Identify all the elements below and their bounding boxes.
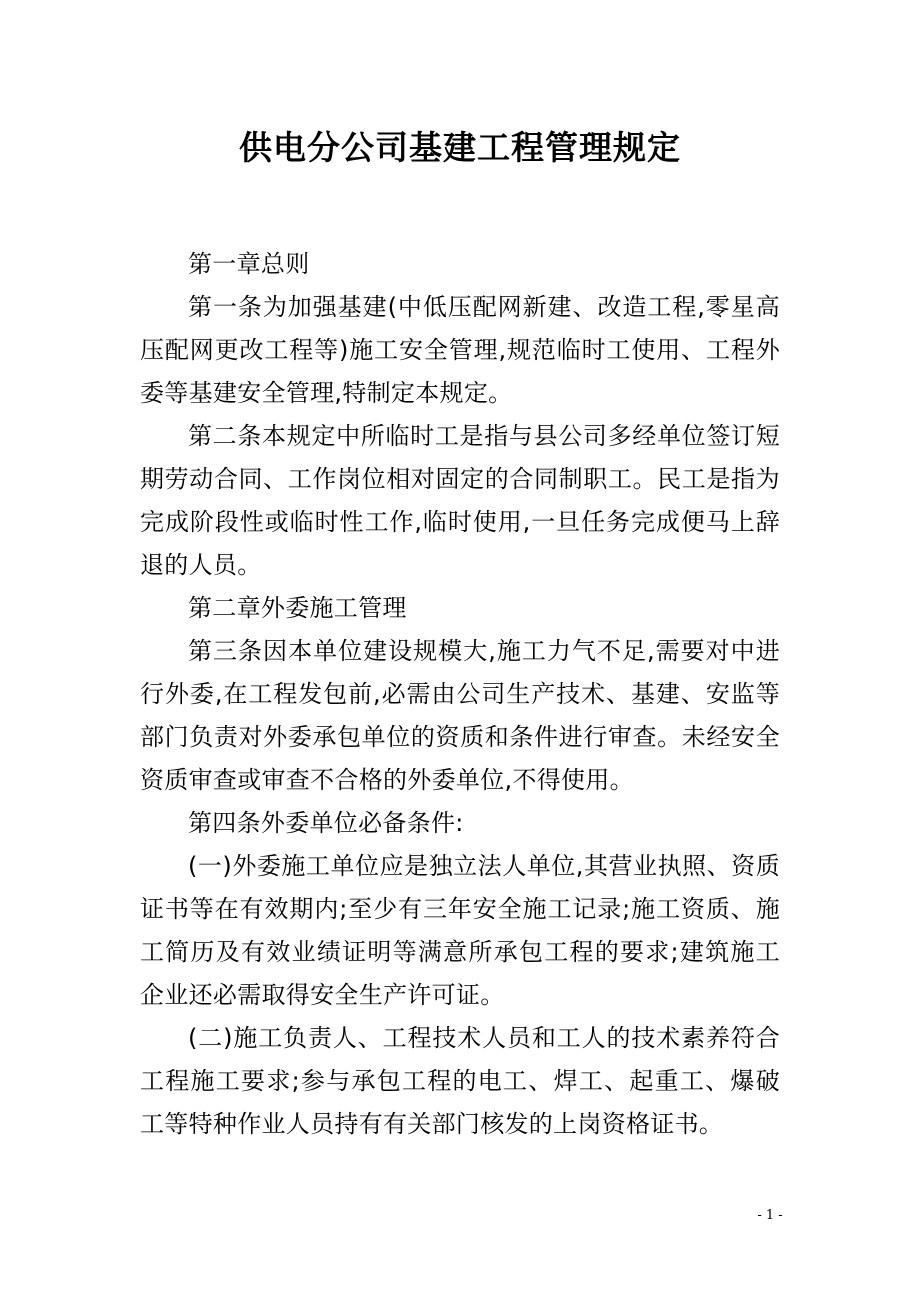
document-title: 供电分公司基建工程管理规定 [239, 128, 681, 167]
article-4-item-2: (二)施工负责人、工程技术人员和工人的技术素养符合工程施工要求;参与承包工程的电工、焊工、起重工、爆破工等特种作业人员持有有关部门核发的上岗资格证书。 [140, 1024, 780, 1138]
article-3: 第三条因本单位建设规模大,施工力气不足,需要对中进行外委,在工程发包前,必需由公司生产技术、基建、安监等部门负责对外委承包单位的资质和条件进行审查。未经安全资质审查或审查不合格的外委单位,不得使用。 [140, 637, 780, 794]
document-body [140, 243, 780, 1146]
article-2: 第二条本规定中所临时工是指与县公司多经单位签订短期劳动合同、工作岗位相对固定的合同制职工。民工是指为完成阶段性或临时性工作,临时使用,一旦任务完成便马上辞退的人员。 [140, 422, 780, 579]
article-1: 第一条为加强基建(中低压配网新建、改造工程,零星高压配网更改工程等)施工安全管理,规范临时工使用、工程外委等基建安全管理,特制定本规定。 [140, 293, 780, 407]
chapter-heading-outsourcing: 第二章外委施工管理 [188, 594, 407, 622]
article-4-item-1: (一)外委施工单位应是独立法人单位,其营业执照、资质证书等在有效期内;至少有三年安全施工记录;施工资质、施工简历及有效业绩证明等满意所承包工程的要求;建筑施工企业还必需取得安全生产许可证。 [140, 852, 780, 1009]
page-number: - 1 - [757, 1208, 783, 1223]
article-4: 第四条外委单位必备条件: [188, 809, 464, 837]
chapter-heading-general: 第一章总则 [188, 250, 310, 278]
